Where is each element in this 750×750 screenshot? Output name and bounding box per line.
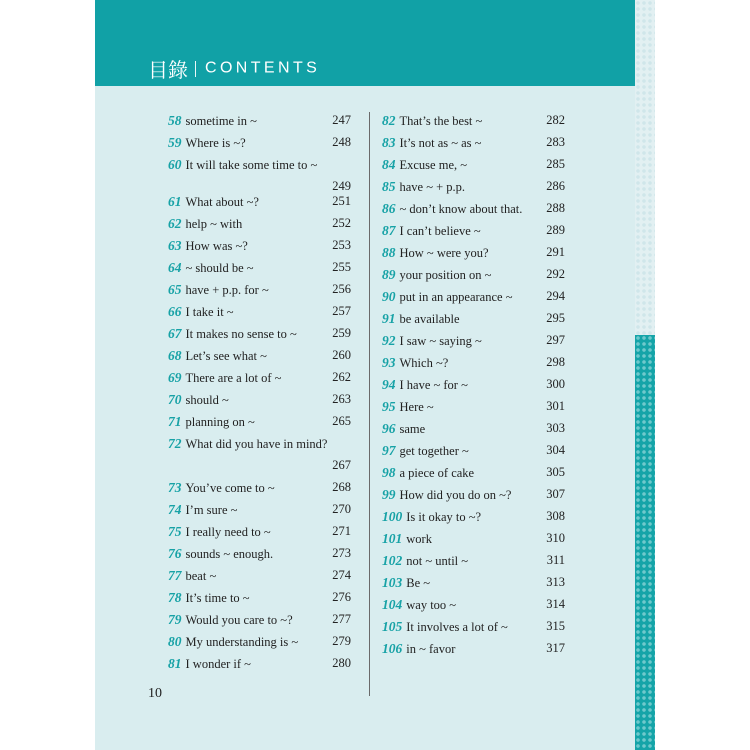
toc-entry[interactable]: [382, 354, 567, 376]
toc-entry[interactable]: [168, 567, 353, 589]
entry-text: Would you care to ~?: [185, 613, 293, 627]
toc-entry[interactable]: [168, 347, 353, 369]
entry-page: 255: [332, 260, 351, 274]
entry-text: help ~ with: [185, 217, 243, 231]
entry-page: 257: [332, 304, 351, 318]
entry-number: 97: [382, 443, 396, 458]
entry-text: have + p.p. for ~: [185, 283, 269, 297]
entry-number: 82: [382, 113, 396, 128]
toc-entry[interactable]: [382, 222, 567, 244]
toc-entry[interactable]: [382, 464, 567, 486]
toc-entry[interactable]: [168, 545, 353, 567]
toc-entry-page-line: [168, 457, 353, 479]
entry-page: 315: [546, 619, 565, 633]
entry-text: That’s the best ~: [399, 114, 483, 128]
title-english: CONTENTS: [205, 59, 321, 77]
entry-number: 96: [382, 421, 396, 436]
entry-text: There are a lot of ~: [185, 371, 282, 385]
toc-entry[interactable]: [382, 112, 567, 134]
entry-page: 268: [332, 480, 351, 494]
toc-entry[interactable]: [382, 640, 567, 662]
entry-text: How was ~?: [185, 239, 248, 253]
entry-text: Is it okay to ~?: [406, 510, 482, 524]
toc-entry[interactable]: [168, 281, 353, 303]
entry-number: 65: [168, 282, 182, 297]
toc-column-right: [382, 112, 567, 662]
entry-page: 259: [332, 326, 351, 340]
entry-number: 93: [382, 355, 396, 370]
entry-page: 282: [546, 113, 565, 127]
entry-page: 308: [546, 509, 565, 523]
entry-page: 251: [332, 194, 351, 208]
toc-entry[interactable]: [382, 134, 567, 156]
entry-page: 304: [546, 443, 565, 457]
entry-page: 295: [546, 311, 565, 325]
entry-number: 106: [382, 641, 403, 656]
entry-number: 87: [382, 223, 396, 238]
entry-text: Which ~?: [399, 356, 449, 370]
entry-text: ~ should be ~: [185, 261, 254, 275]
entry-text: Be ~: [406, 576, 431, 590]
toc-entry[interactable]: [382, 288, 567, 310]
toc-entry[interactable]: [382, 332, 567, 354]
entry-page: 248: [332, 135, 351, 149]
entry-number: 104: [382, 597, 403, 612]
entry-number: 70: [168, 392, 182, 407]
entry-page: 294: [546, 289, 565, 303]
entry-page: 274: [332, 568, 351, 582]
toc-entry[interactable]: [382, 244, 567, 266]
entry-page: 297: [546, 333, 565, 347]
entry-page: 317: [546, 641, 565, 655]
entry-page: 253: [332, 238, 351, 252]
entry-text: It involves a lot of ~: [406, 620, 508, 634]
entry-text: How did you do on ~?: [399, 488, 512, 502]
entry-text: I really need to ~: [185, 525, 271, 539]
entry-page: 311: [546, 553, 565, 567]
entry-page: 288: [546, 201, 565, 215]
entry-number: 105: [382, 619, 403, 634]
entry-text: work: [406, 532, 432, 546]
entry-number: 100: [382, 509, 403, 524]
entry-page: 280: [332, 656, 351, 670]
entry-text: Excuse me, ~: [399, 158, 468, 172]
entry-number: 60: [168, 157, 182, 172]
entry-page: 260: [332, 348, 351, 362]
entry-page: 300: [546, 377, 565, 391]
entry-text: It’s not as ~ as ~: [399, 136, 482, 150]
entry-page: 249: [332, 179, 351, 193]
toc-column-left: [168, 112, 353, 677]
page-number: 10: [148, 686, 162, 701]
toc-entry[interactable]: [168, 237, 353, 259]
entry-page: 305: [546, 465, 565, 479]
toc-entry[interactable]: [382, 200, 567, 222]
entry-page: 310: [546, 531, 565, 545]
entry-page: 263: [332, 392, 351, 406]
entry-number: 98: [382, 465, 396, 480]
toc-entry[interactable]: [382, 266, 567, 288]
entry-text: your position on ~: [399, 268, 492, 282]
entry-number: 59: [168, 135, 182, 150]
entry-page: 262: [332, 370, 351, 384]
entry-text: Where is ~?: [185, 136, 246, 150]
toc-entry[interactable]: [168, 413, 353, 435]
entry-number: 94: [382, 377, 396, 392]
entry-page: 265: [332, 414, 351, 428]
entry-text: Here ~: [399, 400, 434, 414]
toc-entry[interactable]: [382, 310, 567, 332]
entry-text: be available: [399, 312, 460, 326]
entry-page: 307: [546, 487, 565, 501]
toc-entry[interactable]: [382, 156, 567, 178]
entry-number: 74: [168, 502, 182, 517]
entry-number: 73: [168, 480, 182, 495]
toc-entry[interactable]: [168, 156, 353, 178]
entry-number: 92: [382, 333, 396, 348]
entry-number: 64: [168, 260, 182, 275]
toc-entry[interactable]: [382, 398, 567, 420]
entry-text: I take it ~: [185, 305, 234, 319]
entry-text: It’s time to ~: [185, 591, 250, 605]
entry-text: ~ don’t know about that.: [399, 202, 523, 216]
entry-text: sounds ~ enough.: [185, 547, 274, 561]
edge-pattern-light: [635, 0, 655, 335]
entry-page: 267: [332, 458, 351, 472]
entry-number: 84: [382, 157, 396, 172]
entry-text: How ~ were you?: [399, 246, 489, 260]
entry-page: 256: [332, 282, 351, 296]
entry-text: I’m sure ~: [185, 503, 238, 517]
entry-text: My understanding is ~: [185, 635, 299, 649]
entry-page: 273: [332, 546, 351, 560]
entry-text: I saw ~ saying ~: [399, 334, 482, 348]
entry-number: 62: [168, 216, 182, 231]
edge-pattern-teal: [635, 335, 655, 750]
entry-number: 61: [168, 194, 182, 209]
header-bar: [95, 0, 635, 86]
toc-entry[interactable]: [168, 369, 353, 391]
entry-number: 81: [168, 656, 182, 671]
entry-number: 66: [168, 304, 182, 319]
entry-text: not ~ until ~: [406, 554, 469, 568]
toc-entry[interactable]: [168, 655, 353, 677]
entry-page: 271: [332, 524, 351, 538]
entry-text: way too ~: [406, 598, 457, 612]
toc-entry[interactable]: [382, 596, 567, 618]
entry-page: 277: [332, 612, 351, 626]
entry-text: same: [399, 422, 426, 436]
entry-number: 79: [168, 612, 182, 627]
entry-page: 314: [546, 597, 565, 611]
entry-number: 78: [168, 590, 182, 605]
entry-page: 298: [546, 355, 565, 369]
toc-entry[interactable]: [168, 633, 353, 655]
toc-entry-page-line: [168, 178, 353, 193]
entry-number: 91: [382, 311, 396, 326]
toc-entry[interactable]: [382, 618, 567, 640]
toc-entry[interactable]: [382, 508, 567, 530]
entry-text: What did you have in mind?: [185, 437, 328, 451]
toc-entry[interactable]: [168, 611, 353, 633]
entry-number: 88: [382, 245, 396, 260]
entry-number: 72: [168, 436, 182, 451]
entry-text: It makes no sense to ~: [185, 327, 297, 341]
entry-text: should ~: [185, 393, 229, 407]
toc-entry[interactable]: [382, 420, 567, 442]
entry-text: It will take some time to ~: [185, 158, 318, 172]
toc-entry[interactable]: [168, 134, 353, 156]
toc-entry[interactable]: [168, 479, 353, 501]
toc-entry[interactable]: [382, 178, 567, 200]
entry-text: beat ~: [185, 569, 217, 583]
entry-text: in ~ favor: [406, 642, 456, 656]
toc-entry[interactable]: [382, 574, 567, 596]
toc-entry[interactable]: [168, 501, 353, 523]
entry-number: 103: [382, 575, 403, 590]
entry-number: 89: [382, 267, 396, 282]
entry-page: 276: [332, 590, 351, 604]
entry-number: 85: [382, 179, 396, 194]
title-chinese: 目錄: [148, 58, 188, 82]
toc-entry[interactable]: [382, 530, 567, 552]
entry-number: 80: [168, 634, 182, 649]
entry-text: get together ~: [399, 444, 469, 458]
toc-entry[interactable]: [168, 391, 353, 413]
title-separator: [195, 61, 196, 77]
entry-page: 291: [546, 245, 565, 259]
entry-text: a piece of cake: [399, 466, 475, 480]
entry-text: have ~ + p.p.: [399, 180, 466, 194]
entry-text: You’ve come to ~: [185, 481, 275, 495]
entry-number: 63: [168, 238, 182, 253]
entry-page: 286: [546, 179, 565, 193]
column-divider: [369, 112, 370, 696]
entry-number: 102: [382, 553, 403, 568]
toc-entry[interactable]: [168, 303, 353, 325]
toc-entry[interactable]: [168, 112, 353, 134]
entry-text: planning on ~: [185, 415, 255, 429]
entry-number: 75: [168, 524, 182, 539]
entry-page: 247: [332, 113, 351, 127]
entry-page: 292: [546, 267, 565, 281]
entry-text: I have ~ for ~: [399, 378, 468, 392]
toc-entry[interactable]: [382, 486, 567, 508]
toc-entry[interactable]: [168, 193, 353, 215]
entry-text: Let’s see what ~: [185, 349, 267, 363]
toc-entry[interactable]: [168, 523, 353, 545]
toc-entry[interactable]: [382, 442, 567, 464]
entry-text: sometime in ~: [185, 114, 257, 128]
entry-number: 67: [168, 326, 182, 341]
entry-page: 285: [546, 157, 565, 171]
toc-entry[interactable]: [382, 552, 567, 574]
entry-page: 252: [332, 216, 351, 230]
entry-number: 90: [382, 289, 396, 304]
entry-page: 283: [546, 135, 565, 149]
entry-page: 270: [332, 502, 351, 516]
entry-page: 313: [546, 575, 565, 589]
entry-number: 77: [168, 568, 182, 583]
toc-entry[interactable]: [168, 435, 353, 457]
entry-number: 86: [382, 201, 396, 216]
toc-entry[interactable]: [168, 589, 353, 611]
entry-number: 58: [168, 113, 182, 128]
entry-number: 69: [168, 370, 182, 385]
entry-number: 83: [382, 135, 396, 150]
entry-number: 68: [168, 348, 182, 363]
toc-entry[interactable]: [168, 215, 353, 237]
entry-number: 95: [382, 399, 396, 414]
entry-text: What about ~?: [185, 195, 259, 209]
entry-page: 289: [546, 223, 565, 237]
toc-entry[interactable]: [382, 376, 567, 398]
entry-page: 279: [332, 634, 351, 648]
entry-number: 71: [168, 414, 182, 429]
entry-number: 76: [168, 546, 182, 561]
entry-number: 99: [382, 487, 396, 502]
page-title: [148, 54, 320, 83]
toc-entry[interactable]: [168, 259, 353, 281]
entry-page: 303: [546, 421, 565, 435]
entry-page: 301: [546, 399, 565, 413]
toc-entry[interactable]: [168, 325, 353, 347]
entry-text: I wonder if ~: [185, 657, 251, 671]
entry-text: I can’t believe ~: [399, 224, 481, 238]
entry-number: 101: [382, 531, 403, 546]
entry-text: put in an appearance ~: [399, 290, 513, 304]
